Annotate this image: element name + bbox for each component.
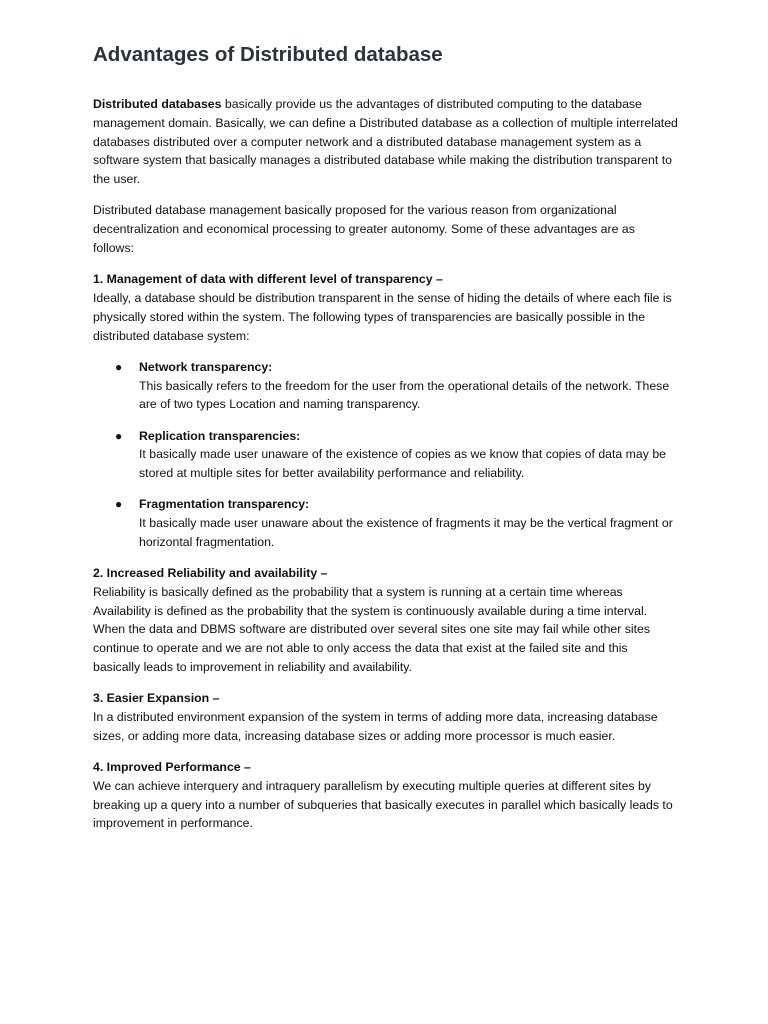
bullet-icon: ● [115, 359, 123, 374]
intro-text: basically provide us the advantages of distributed computing to the database management domain. Basically, we can define a Distributed database as a collection of multiple interrelated databases distributed over a computer network and a distributed database management system as a software system that basically manages a distributed database while making the distribution transparent to the user. [93, 97, 678, 187]
list-item [115, 495, 678, 551]
bullet-title: Replication transparencies: [139, 428, 301, 443]
intro-bold-lead: Distributed databases [93, 97, 222, 111]
bullet-text: It basically made user unaware of the existence of copies as we know that copies of data may be stored at multiple sites for better availability performance and reliability. [139, 447, 667, 481]
intro-paragraph-2: Distributed database management basically proposed for the various reason from organizational decentralization and economical processing to greater autonomy. Some of these advantages are as follows: [93, 203, 635, 255]
section-3-heading: 3. Easier Expansion – [93, 691, 220, 706]
bullet-icon: ● [115, 428, 123, 443]
section-4-body: We can achieve interquery and intraquery parallelism by executing multiple queries at different sites by breaking up a query into a number of subqueries that basically executes in parallel which basically leads to improvement in performance. [93, 778, 673, 831]
section-1-heading: 1. Management of data with different level of transparency – [93, 272, 443, 287]
page-title: Advantages of Distributed database [93, 43, 443, 66]
section-1-body: Ideally, a database should be distribution transparent in the sense of hiding the details of where each file is physically stored within the system. The following types of transparencies are basically possible in the distributed database system: [93, 290, 672, 343]
section-3-body: In a distributed environment expansion of the system in terms of adding more data, increasing database sizes, or adding more data, increasing database sizes or adding more processor is much easier. [93, 710, 658, 743]
bullet-icon: ● [115, 497, 123, 512]
section-3 [93, 689, 678, 745]
intro-paragraph [93, 95, 678, 189]
list-item [115, 358, 678, 414]
document-body [93, 95, 678, 833]
section-4 [93, 758, 678, 833]
section-1 [93, 270, 678, 345]
bullet-title: Network transparency: [139, 359, 273, 374]
bullet-text: It basically made user unaware about the existence of fragments it may be the vertical fragment or horizontal fragmentation. [139, 516, 673, 549]
section-4-heading: 4. Improved Performance – [93, 760, 251, 775]
section-2 [93, 564, 678, 677]
bullet-text: This basically refers to the freedom for the user from the operational details of the network. These are of two types Location and naming transparency. [139, 378, 670, 412]
section-2-heading: 2. Increased Reliability and availability – [93, 566, 328, 581]
section-2-body: Reliability is basically defined as the probability that a system is running at a certain time whereas Availability is defined as the probability that the system is continuously available during a time interval. When the data and DBMS software are distributed over several sites one site may fail while other sites continue to operate and we are not able to only access the data that exist at the failed site and this basically leads to improvement in reliability and availability. [93, 584, 651, 675]
transparency-list [93, 358, 678, 552]
list-item [115, 427, 678, 483]
bullet-title: Fragmentation transparency: [139, 497, 310, 512]
